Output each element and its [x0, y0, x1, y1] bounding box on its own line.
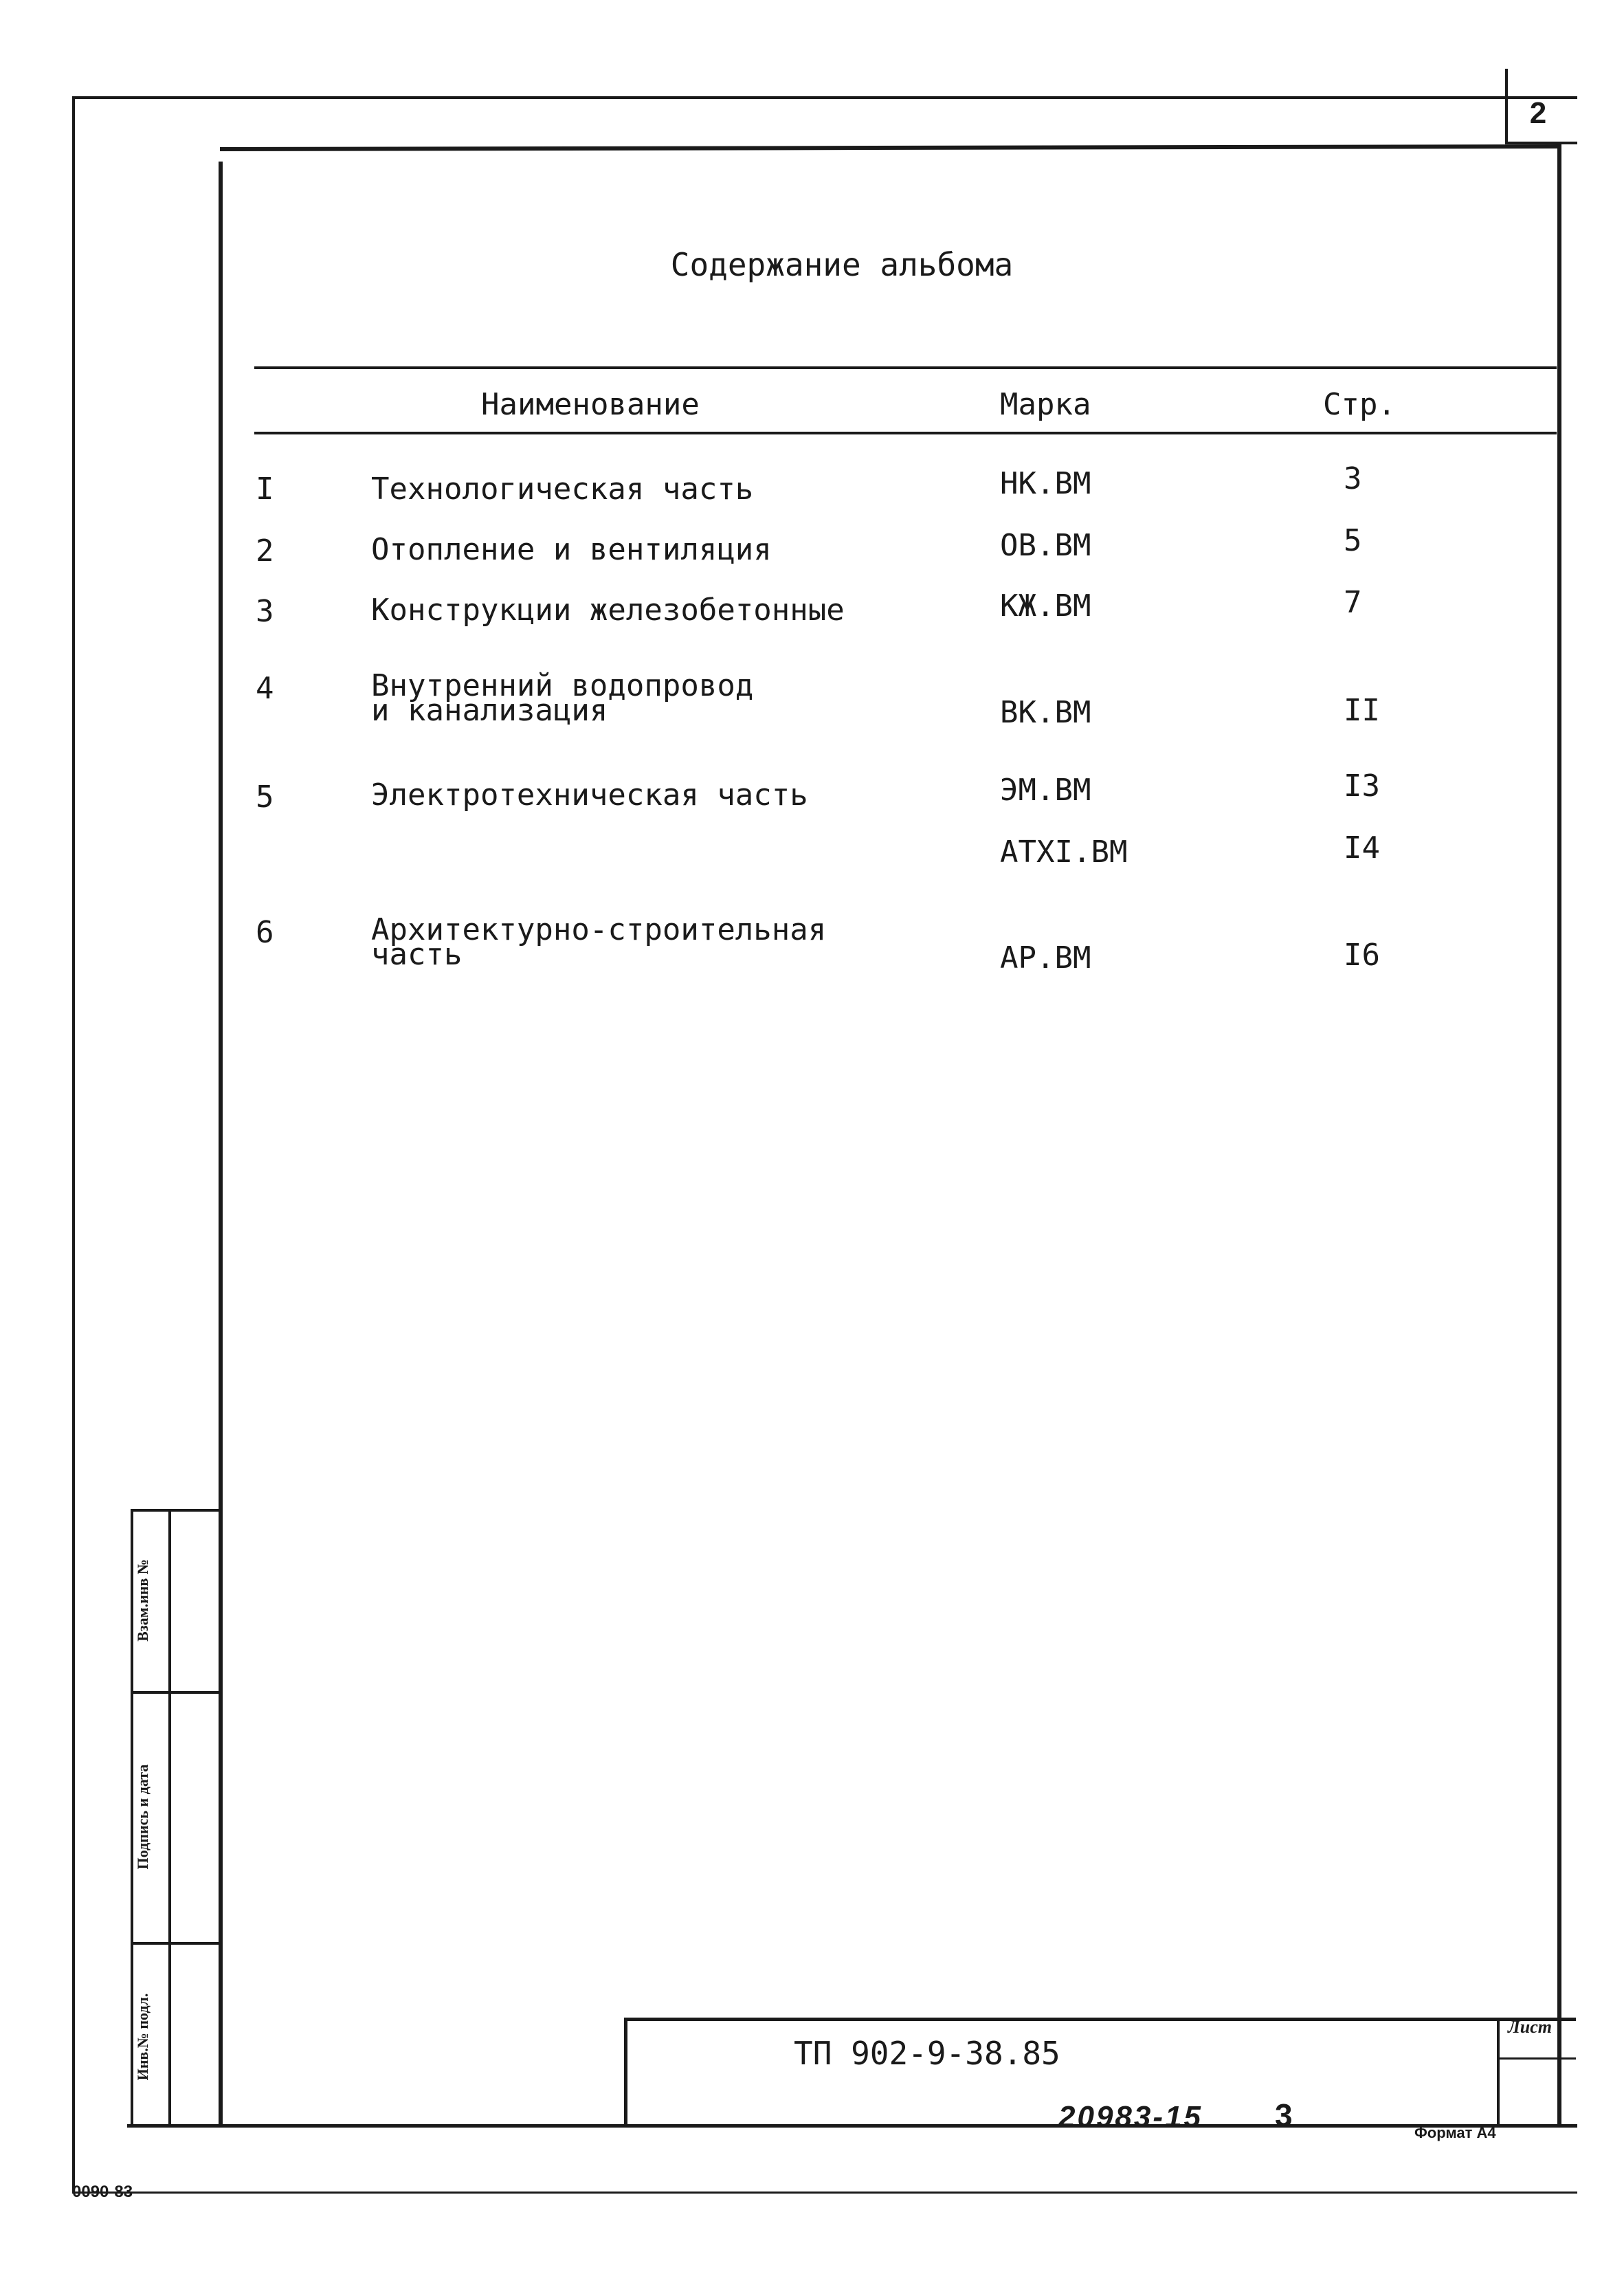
row-mark: ЭМ.ВМ	[1000, 773, 1091, 808]
side-stamp-top	[131, 1509, 220, 1512]
document-code: ТП 902-9-38.85	[794, 2035, 1060, 2072]
side-stamp-rule-1	[131, 1691, 220, 1694]
outer-frame-top	[72, 96, 1577, 99]
row-number: 3	[256, 594, 274, 629]
side-label-original-inv: Инв.№ подл.	[134, 1993, 151, 2081]
inventory-number: 20983-15	[1058, 2100, 1203, 2134]
outer-frame-left	[72, 96, 75, 2193]
row-mark: АР.ВМ	[1000, 940, 1091, 975]
inner-frame-bottom	[127, 2124, 1577, 2128]
stamp-sheet-rule	[1497, 2057, 1576, 2060]
header-page: Стр.	[1323, 387, 1396, 422]
row-page: I4	[1344, 830, 1380, 865]
page-number-box-left	[1505, 69, 1508, 143]
row-page: 7	[1344, 585, 1362, 620]
row-number: 2	[256, 533, 274, 568]
form-code: 0090-83	[72, 2183, 133, 2201]
table-top-rule	[254, 366, 1557, 369]
row-page: I6	[1344, 938, 1380, 973]
header-mark: Марка	[1000, 387, 1091, 422]
album-contents-title: Содержание альбома	[670, 246, 1014, 283]
page-number: 2	[1529, 96, 1547, 130]
row-mark: АТХI.ВМ	[1000, 835, 1128, 870]
inner-frame-left	[219, 162, 223, 2128]
row-name: Конструкции железобетонные	[371, 593, 845, 628]
row-mark: ОВ.ВМ	[1000, 528, 1091, 563]
row-number: 6	[256, 915, 274, 950]
inner-frame-right	[1557, 146, 1561, 2126]
side-stamp-divider	[168, 1509, 171, 2128]
inner-frame-top	[220, 144, 1561, 151]
header-name: Наименование	[481, 387, 700, 422]
sheet-label: Лист	[1507, 2017, 1553, 2037]
row-mark: КЖ.ВМ	[1000, 588, 1091, 623]
row-mark: НК.ВМ	[1000, 466, 1091, 501]
row-number: 4	[256, 671, 274, 706]
row-name: Архитектурно-строительная часть	[371, 912, 827, 972]
side-stamp-rule-2	[131, 1942, 220, 1945]
side-label-signature-date: Подпись и дата	[134, 1764, 151, 1870]
row-name: Электротехническая часть	[371, 777, 808, 813]
row-number: I	[256, 472, 274, 507]
outer-frame-bottom	[72, 2192, 1577, 2194]
row-number: 5	[256, 780, 274, 815]
row-page: 3	[1344, 461, 1362, 496]
side-stamp-left	[131, 1509, 133, 2128]
stamp-left	[624, 2018, 627, 2128]
paper-format: Формат А4	[1414, 2124, 1496, 2141]
table-header-rule	[254, 432, 1557, 434]
row-page: 5	[1344, 523, 1362, 558]
row-page: I3	[1344, 769, 1380, 804]
sheet-number: 3	[1275, 2097, 1293, 2133]
stamp-top	[624, 2018, 1576, 2021]
side-label-replacement-inv: Взам.инв №	[134, 1559, 151, 1642]
row-name: Отопление и вентиляция	[371, 532, 772, 567]
row-name: Технологическая часть	[371, 472, 754, 507]
row-page: II	[1344, 693, 1380, 728]
row-mark: ВК.ВМ	[1000, 695, 1091, 730]
row-name: Внутренний водопровод и канализация	[371, 668, 754, 728]
